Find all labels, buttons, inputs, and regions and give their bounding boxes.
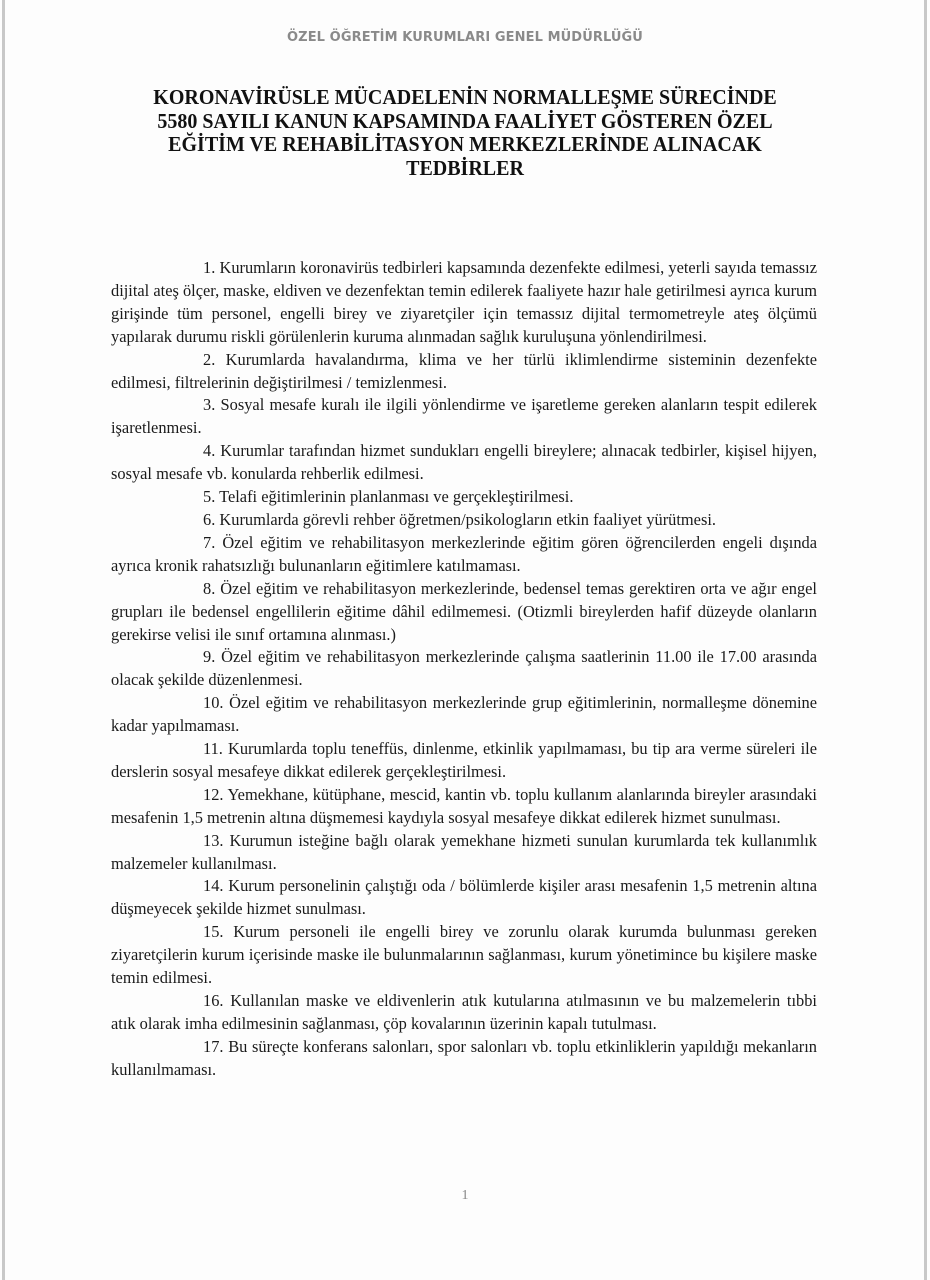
list-item xyxy=(111,738,817,784)
item-number: 15. xyxy=(203,922,224,942)
item-text: Yemekhane, kütüphane, mescid, kantin vb. toplu kullanım alanlarında bireyler arasındaki mesafenin 1,5 metrenin altına düşmemesi kaydıyla sosyal mesafeye dikkat edilerek hizmet sunulması. xyxy=(111,784,817,827)
title-line: TEDBİRLER xyxy=(406,155,524,180)
title-line: KORONAVİRÜSLE MÜCADELENİN NORMALLEŞME SÜRECİNDE xyxy=(153,85,777,109)
item-text: Kurumun isteğine bağlı olarak yemekhane hizmeti sunulan kurumlarda tek kullanımlık malzemeler kullanılması. xyxy=(111,830,817,873)
item-number: 4. xyxy=(203,441,216,461)
item-text: Kurumların koronavirüs tedbirleri kapsamında dezenfekte edilmesi, yeterli sayıda temassız dijital ateş ölçer, maske, eldiven ve dezenfektan temin edilerek faaliyete hazır hale getirilmesi ayrıca kurum girişinde tüm personel, engelli birey ve ziyaretçiler için temassız dijital termometreyle ateş ölçümü yapılarak durumu riskli görülenlerin kuruma alınmadan sağlık kuruluşuna yönlendirilmesi. xyxy=(111,258,817,346)
list-item xyxy=(111,784,817,830)
list-item xyxy=(111,486,817,509)
item-number: 1. xyxy=(203,258,216,277)
item-number: 16. xyxy=(203,991,224,1010)
page-edge-right xyxy=(924,0,927,1280)
item-text: Kurumlarda görevli rehber öğretmen/psikologların etkin faaliyet yürütmesi. xyxy=(219,509,716,529)
list-item xyxy=(111,646,817,692)
title-line: 5580 SAYILI KANUN KAPSAMINDA FAALİYET GÖSTEREN ÖZEL xyxy=(157,108,773,133)
item-text: Kurumlarda toplu teneffüs, dinlenme, etkinlik yapılmaması, bu tip ara verme süreleri ile derslerin sosyal mesafeye dikkat edilerek gerçekleştirilmesi. xyxy=(111,739,817,781)
page-edge-left xyxy=(2,0,5,1280)
item-text: Kurumlar tarafından hizmet sundukları engelli bireylere; alınacak tedbirler, kişisel hijyen, sosyal mesafe vb. konularda rehberlik edilmesi. xyxy=(111,441,817,484)
measures-list xyxy=(111,257,817,1082)
item-number: 11. xyxy=(203,739,223,759)
list-item xyxy=(111,394,817,440)
list-item xyxy=(111,578,817,647)
document-header: ÖZEL ÖĞRETİM KURUMLARI GENEL MÜDÜRLÜĞÜ xyxy=(287,30,643,45)
list-item xyxy=(111,440,817,486)
item-text: Kullanılan maske ve eldivenlerin atık kutularına atılmasının ve bu malzemelerin tıbbi atık olarak imha edilmesinin sağlanması, çöp kovalarının üzerinin kapalı tutulması. xyxy=(111,991,817,1033)
item-number: 14. xyxy=(203,876,224,896)
item-text: Kurum personelinin çalıştığı oda / bölümlerde kişiler arası mesafenin 1,5 metrenin altına düşmeyecek şekilde hizmet sunulması. xyxy=(111,876,817,919)
list-item xyxy=(111,257,817,349)
item-text: Telafi eğitimlerinin planlanması ve gerçekleştirilmesi. xyxy=(219,487,574,507)
item-number: 17. xyxy=(203,1036,224,1056)
page-number: 1 xyxy=(461,1188,469,1203)
list-item xyxy=(111,532,817,578)
item-number: 10. xyxy=(203,693,224,713)
item-number: 7. xyxy=(203,532,216,552)
list-item xyxy=(111,921,817,990)
item-text: Özel eğitim ve rehabilitasyon merkezlerinde grup eğitimlerinin, normalleşme dönemine kadar yapılmaması. xyxy=(111,693,817,736)
item-text: Özel eğitim ve rehabilitasyon merkezlerinde, bedensel temas gerektiren orta ve ağır engel grupları ile bedensel engellilerin eğitime dâhil edilmemesi. (Otizmli bireylerden hafif düzeyde olanların gerekirse velisi ile sınıf ortamına alınması.) xyxy=(111,578,817,644)
list-item xyxy=(111,990,817,1036)
item-number: 13. xyxy=(203,830,224,850)
list-item xyxy=(111,830,817,876)
item-text: Kurum personeli ile engelli birey ve zorunlu olarak kurumda bulunması gereken ziyaretçilerin kurum içerisinde maske ile bulunmalarının sağlanması, kurum yönetimince bu kişilere maske temin edilmesi. xyxy=(111,922,817,988)
item-number: 8. xyxy=(203,578,216,598)
list-item xyxy=(111,509,817,532)
item-text: Kurumlarda havalandırma, klima ve her türlü iklimlendirme sisteminin dezenfekte edilmesi, filtrelerinin değiştirilmesi / temizlenmesi. xyxy=(111,349,817,392)
list-item xyxy=(111,349,817,395)
item-number: 9. xyxy=(203,647,216,667)
document-title xyxy=(126,86,805,180)
item-number: 12. xyxy=(203,784,224,804)
list-item xyxy=(111,1036,817,1082)
item-number: 2. xyxy=(203,349,216,369)
item-text: Özel eğitim ve rehabilitasyon merkezlerinde çalışma saatlerinin 11.00 ile 17.00 arasında olacak şekilde düzenlenmesi. xyxy=(111,647,817,690)
title-line: EĞİTİM VE REHABİLİTASYON MERKEZLERİNDE ALINACAK xyxy=(168,132,762,156)
item-text: Özel eğitim ve rehabilitasyon merkezlerinde eğitim gören öğrencilerden engeli dışında ayrıca kronik rahatsızlığı bulunanların eğitimlere katılmaması. xyxy=(111,532,817,575)
item-text: Bu süreçte konferans salonları, spor salonları vb. toplu etkinliklerin yapıldığı mekanların kullanılmaması. xyxy=(111,1036,817,1079)
list-item xyxy=(111,692,817,738)
list-item xyxy=(111,875,817,921)
item-text: Sosyal mesafe kuralı ile ilgili yönlendirme ve işaretleme gereken alanların tespit edilerek işaretlenmesi. xyxy=(111,395,817,438)
item-number: 5. xyxy=(203,487,216,507)
item-number: 3. xyxy=(203,395,216,415)
item-number: 6. xyxy=(203,509,216,529)
